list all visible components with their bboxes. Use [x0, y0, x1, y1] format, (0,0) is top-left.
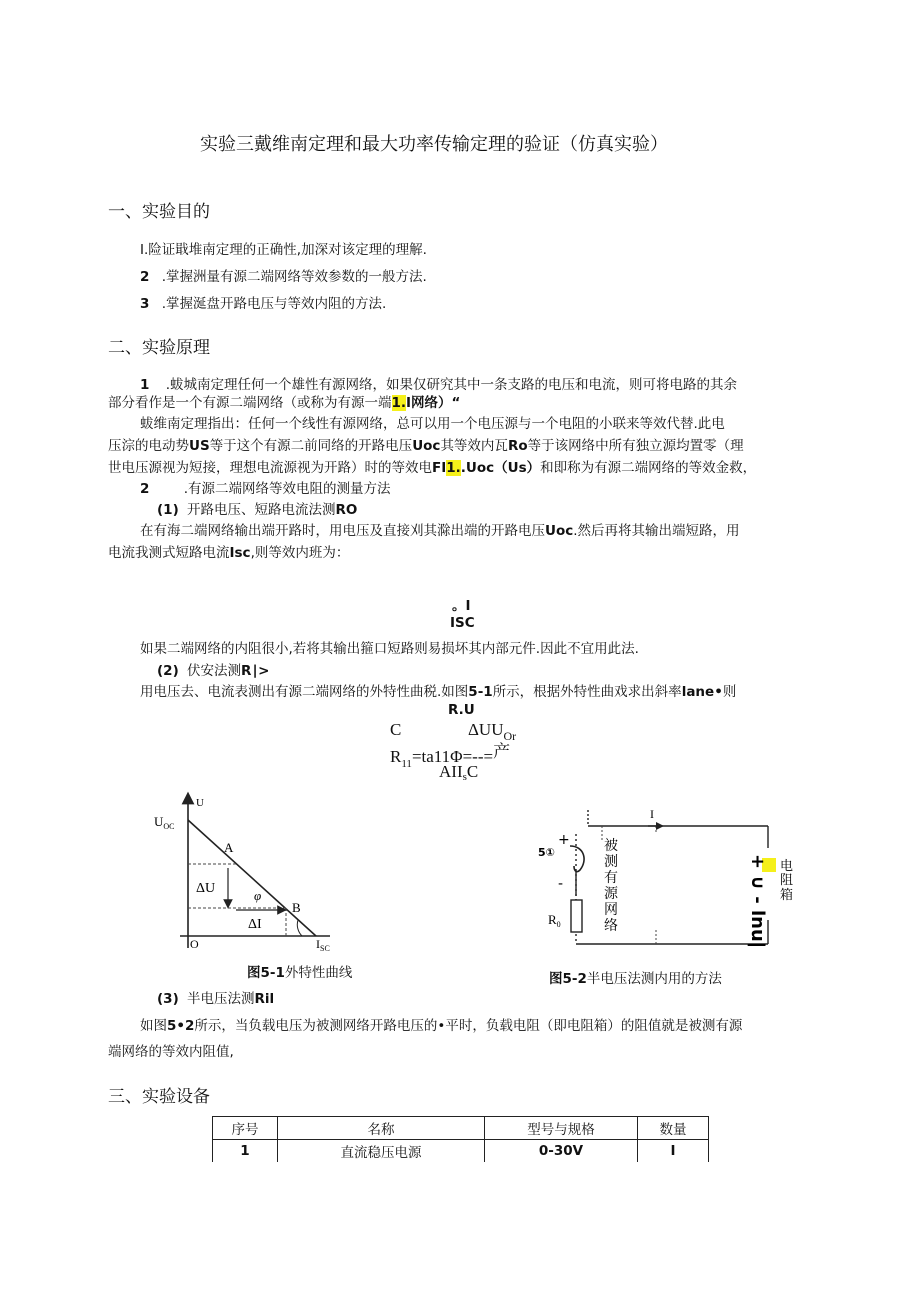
- text: 在有海二端网络输出端开路时，用电压及直接刈其滁出端的开路电压: [140, 523, 545, 539]
- label-i: I: [650, 807, 654, 821]
- figure-5-1: [150, 790, 360, 960]
- method-2-text-1: [140, 680, 736, 700]
- text: 所示，当负载电压为被测网络开路电压的•平时，负载电阻（即电阻箱）的阻值就是被测有源: [194, 1018, 743, 1034]
- label-o: O: [190, 937, 199, 951]
- cell-qty: I: [638, 1140, 709, 1163]
- principle-para-2c: [108, 456, 756, 476]
- uoc-sub: OC: [163, 822, 175, 831]
- isc: I: [316, 937, 320, 951]
- text: .然后再将其输出端短路，用: [573, 523, 740, 539]
- label-source: 5①: [538, 846, 555, 859]
- label-a: A: [224, 840, 234, 855]
- text: 电流我测式短路电流: [108, 545, 230, 561]
- r0-resistor: [571, 900, 582, 932]
- label-uoc: [154, 814, 175, 831]
- page-title: 实验三戴维南定理和最大功率传输定理的验证（仿真实验）: [200, 134, 668, 155]
- caption-text: 外特性曲线: [284, 965, 353, 981]
- method-1-text-3: 如果二端网络的内阻很小,若将其输出箍口短路则易损坏其内部元件.因此不宜用此法.: [140, 641, 639, 657]
- header-name: 名称: [278, 1117, 485, 1140]
- caption-5-2: [549, 967, 722, 987]
- text: I网络）“: [406, 395, 461, 411]
- network-label-1: 被: [604, 838, 618, 854]
- para-number: 2: [140, 481, 150, 497]
- header-index: 序号: [213, 1117, 278, 1140]
- symbol: FI: [432, 460, 447, 476]
- method-1-heading: [157, 498, 357, 518]
- label-phi: φ: [254, 888, 262, 903]
- text: 伏安法测: [187, 663, 242, 679]
- formula-2-c: C: [390, 720, 402, 739]
- symbol: .Uoc（Us）: [460, 460, 541, 476]
- item-text: .掌握涎盘开路电压与等效内阻的方法.: [161, 296, 387, 312]
- box-label-3: 箱: [780, 888, 794, 903]
- text: 世电压源视为短接，理想电流源视为开路）时的等效电: [108, 460, 432, 476]
- label-di: ΔI: [248, 917, 262, 932]
- current-arrowhead: [656, 822, 664, 830]
- label-minus: -: [558, 876, 564, 892]
- eq: =ta11Φ=--=: [411, 747, 494, 766]
- ai: AII: [439, 762, 463, 781]
- method-number: (2): [157, 663, 179, 679]
- text: 开路电压、短路电流法测: [187, 502, 336, 518]
- label-plus: +: [558, 832, 570, 848]
- header-model: 型号与规格: [485, 1117, 638, 1140]
- network-label-4: 源: [604, 886, 618, 902]
- network-label-3: 有: [604, 870, 618, 886]
- cell-name: 直流稳压电源: [278, 1140, 485, 1163]
- cell-index: 1: [213, 1140, 278, 1163]
- r0: R: [548, 912, 557, 927]
- text: 和即称为有源二端网络的等效金救，: [540, 460, 757, 476]
- symbol: Uoc: [412, 438, 441, 454]
- text: 如图: [140, 1018, 167, 1034]
- text: 则: [722, 684, 737, 700]
- du: ΔUU: [468, 720, 504, 739]
- formula-1-top: 。I: [452, 598, 471, 614]
- caption-text: 半电压法测内用的方法: [586, 971, 722, 987]
- para-text: .蛂城南定理任何一个雄性有源网络，如果仅研究其中一条支路的电压和电流，则可将电路的其余: [165, 377, 737, 393]
- principle-para-3: [140, 477, 391, 497]
- section-heading-equipment: 三、实验设备: [108, 1087, 210, 1107]
- text: 等于这个有源二前同络的开路电压: [209, 438, 413, 454]
- symbol: Ril: [254, 991, 275, 1007]
- text: 部分看作是一个有源二端网络（或称为有源一端: [108, 395, 392, 411]
- table-row: [213, 1140, 709, 1163]
- label-r0: [548, 912, 561, 929]
- table-header-row: [213, 1117, 709, 1140]
- text: 所示，根据外特性曲戏求出斜率: [492, 684, 682, 700]
- method-number: (1): [157, 502, 179, 518]
- item-number: 3: [140, 296, 150, 312]
- r0-sub: 0: [556, 920, 561, 929]
- network-label-5: 网: [604, 902, 618, 918]
- s: s: [462, 771, 467, 783]
- para-number: 1: [140, 377, 150, 393]
- symbol: 5-1: [468, 684, 493, 700]
- item-text: .掌握洲量有源二端网络等效参数的一般方法.: [161, 269, 427, 285]
- method-number: (3): [157, 991, 179, 1007]
- figure-5-2: [530, 800, 800, 965]
- symbol: Uoc: [545, 523, 574, 539]
- purpose-item-2: [140, 265, 427, 285]
- text: 等于该网络中所有独立源均置零（理: [527, 438, 744, 454]
- text: ,则等效内班为：: [250, 545, 350, 561]
- symbol: RO: [335, 502, 358, 518]
- method-1-text-1: [140, 519, 740, 539]
- network-label-2: 测: [604, 854, 618, 870]
- section-heading-purpose: 一、实验目的: [108, 202, 210, 222]
- highlight: 1.: [446, 460, 461, 476]
- box-label-2: 阻: [780, 873, 794, 888]
- principle-para-2a: 蛂维南定理指出：任何一个线性有源网络，总可以用一个电压源与一个电阻的小联来等效代替.此电: [140, 416, 725, 432]
- caption-num: 图5-1: [247, 965, 285, 981]
- item-number: 2: [140, 269, 150, 285]
- label-u: U: [196, 797, 204, 809]
- or: Or: [503, 729, 517, 743]
- cell-model: 0-30V: [485, 1140, 638, 1163]
- text: 半电压法测: [187, 991, 255, 1007]
- principle-para-1a: [140, 373, 737, 393]
- text: 压淙的电动势: [108, 438, 189, 454]
- caption-num: 图5-2: [549, 971, 587, 987]
- symbol: Isc: [229, 545, 251, 561]
- symbol: Ro: [507, 438, 528, 454]
- formula-2-du: [468, 720, 517, 743]
- formula-1-bottom: ISC: [450, 615, 475, 631]
- formula-2-ai: [439, 762, 478, 782]
- symbol: US: [189, 438, 210, 454]
- box-label-1: 电: [780, 859, 794, 874]
- text: 其等效内瓦: [440, 438, 508, 454]
- principle-para-1b: [108, 391, 460, 411]
- equipment-table: [212, 1116, 709, 1162]
- label-isc: [316, 937, 330, 953]
- symbol: 5•2: [167, 1018, 195, 1034]
- network-label-6: 络: [604, 918, 618, 934]
- uoc: U: [154, 814, 164, 829]
- method-3-text-1: [140, 1014, 742, 1034]
- method-3-heading: [157, 987, 274, 1007]
- rotated-garble: + ∪ - lnu|: [747, 854, 768, 949]
- source-symbol: [570, 846, 584, 872]
- method-3-text-2: 端网络的等效内阻值,: [108, 1044, 234, 1060]
- symbol: lane•: [681, 684, 723, 700]
- purpose-item-3: [140, 292, 386, 312]
- chan: 产: [493, 742, 511, 761]
- c: C: [466, 762, 479, 781]
- label-du: ΔU: [196, 881, 216, 896]
- method-1-text-2: [108, 541, 349, 561]
- r: R: [390, 747, 402, 766]
- symbol: R∣>: [241, 663, 270, 679]
- method-2-heading: [157, 659, 270, 679]
- header-qty: 数量: [638, 1117, 709, 1140]
- sub: 11: [401, 758, 412, 770]
- formula-2-top: R.U: [448, 702, 475, 718]
- principle-para-2b: [108, 434, 744, 454]
- highlight: 1.: [391, 395, 407, 411]
- para-text: .有源二端网络等效电阻的测量方法: [183, 481, 391, 497]
- section-heading-principle: 二、实验原理: [108, 338, 210, 358]
- purpose-item-1: I.险证戢堆南定理的正确性,加深对该定理的理解.: [140, 242, 427, 258]
- caption-5-1: [247, 961, 352, 981]
- text: 用电压去、电流表测出有源二端网络的外特性曲税.如图: [140, 684, 469, 700]
- label-b: B: [292, 900, 301, 915]
- isc-sub: SC: [320, 944, 330, 953]
